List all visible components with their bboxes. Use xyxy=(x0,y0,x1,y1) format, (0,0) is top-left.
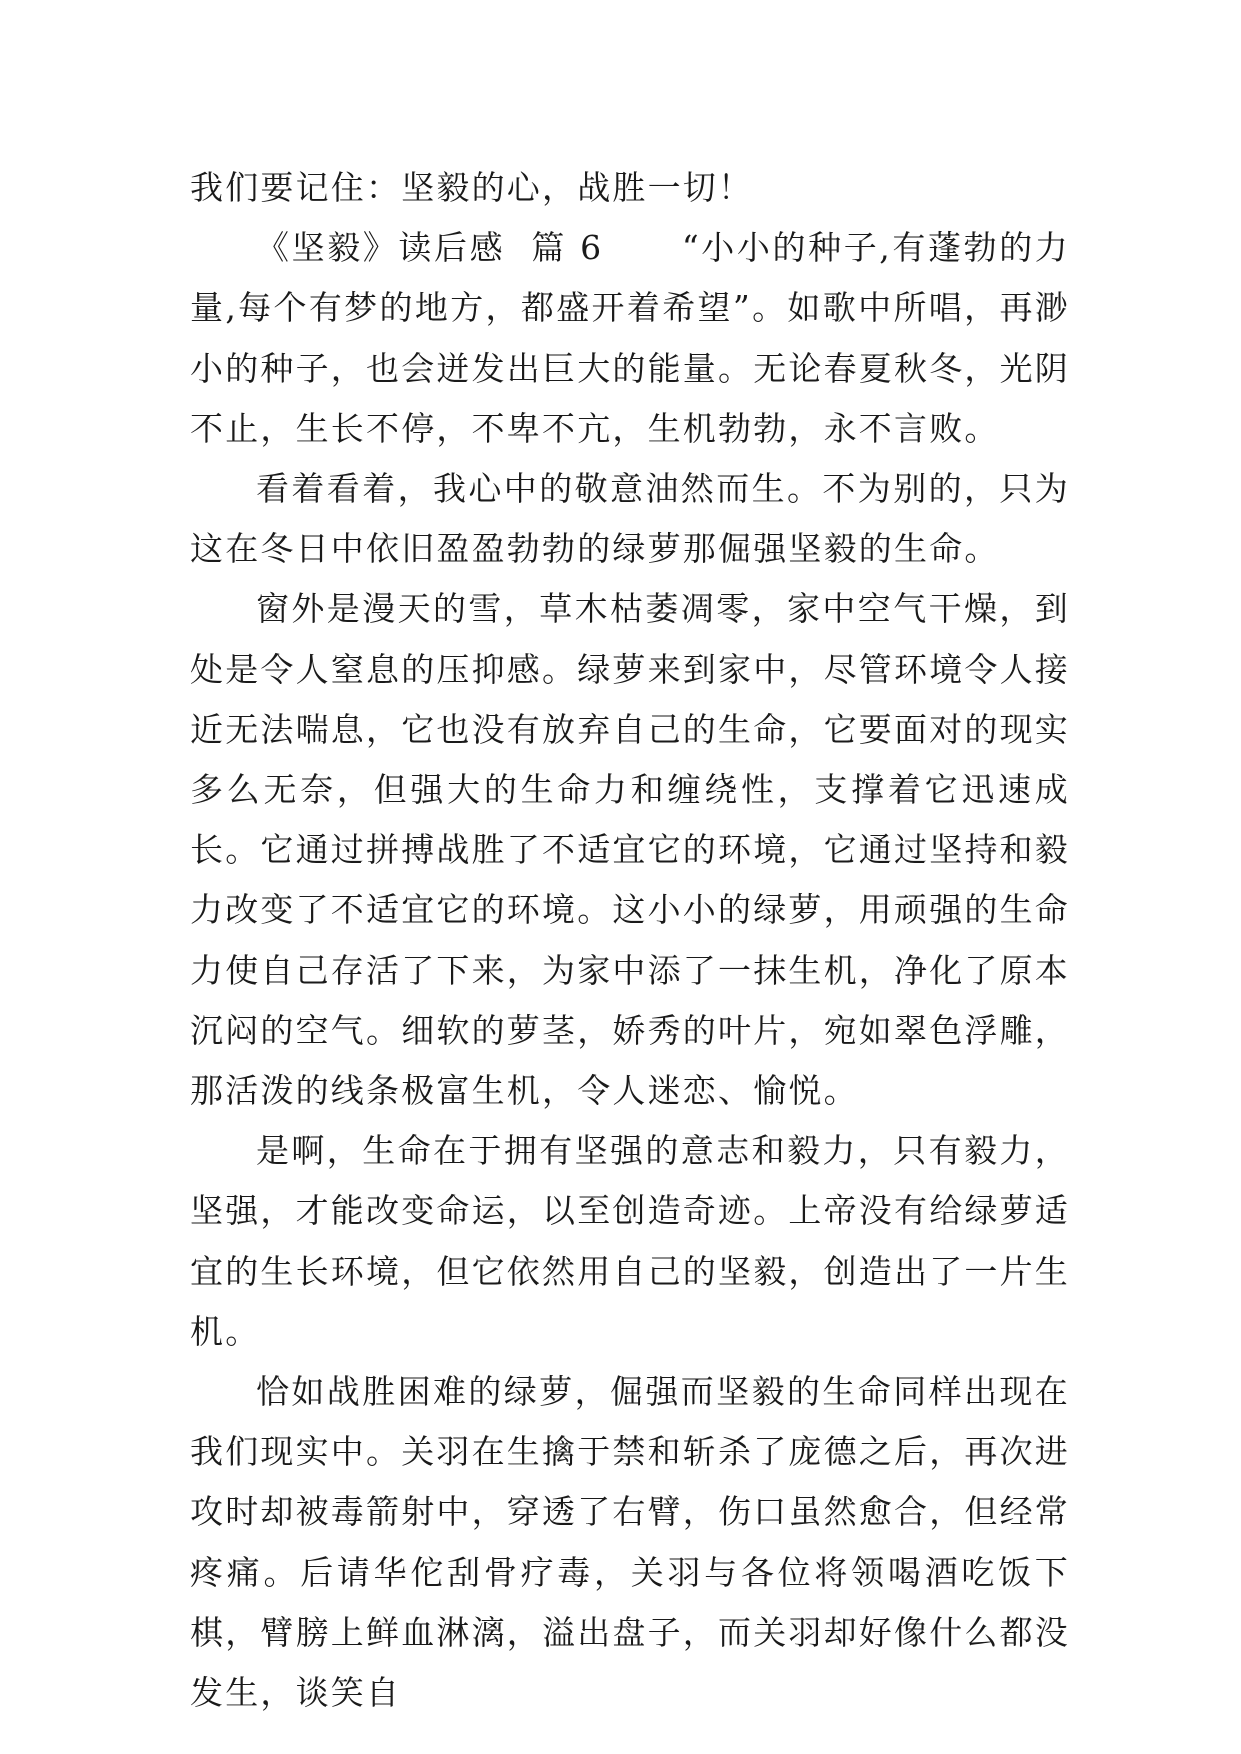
body-text xyxy=(190,158,1070,1723)
essay-heading: 《坚毅》读后感 篇 6 xyxy=(256,228,682,268)
paragraph-willpower: 是啊，生命在于拥有坚强的意志和毅力，只有毅力，坚强，才能改变命运，以至创造奇迹。上帝没有给绿萝适宜的生长环境，但它依然用自己的坚毅，创造出了一片生机。 xyxy=(190,1131,1070,1351)
paragraph-text: “小小的种子,有蓬勃的力量,每个有梦的地方，都盛开着希望”。如歌中所唱，再渺小的种子，也会迸发出巨大的能量。无论春夏秋冬，光阴不止，生长不停，不卑不亢，生机勃勃，永不言败。 xyxy=(190,228,1070,448)
paragraph-guan-yu: 恰如战胜困难的绿萝，倔强而坚毅的生命同样出现在我们现实中。关羽在生擒于禁和斩杀了庞德之后，再次进攻时却被毒箭射中，穿透了右臂，伤口虽然愈合，但经常疼痛。后请华佗刮骨疗毒，关羽与各位将领喝酒吃饭下棋，臂膀上鲜血淋漓，溢出盘子，而关羽却好像什么都没发生，谈笑自 xyxy=(190,1372,1070,1713)
paragraph-essay-6-intro xyxy=(190,218,1070,459)
paragraph-pothos-growth: 窗外是漫天的雪，草木枯萎凋零，家中空气干燥，到处是令人窒息的压抑感。绿萝来到家中，尽管环境令人接近无法喘息，它也没有放弃自己的生命，它要面对的现实多么无奈，但强大的生命力和缠绕性，支撑着它迅速成长。它通过拼搏战胜了不适宜它的环境，它通过坚持和毅力改变了不适宜它的环境。这小小的绿萝，用顽强的生命力使自己存活了下来，为家中添了一抹生机，净化了原本沉闷的空气。细软的萝茎，娇秀的叶片，宛如翠色浮雕，那活泼的线条极富生机，令人迷恋、愉悦。 xyxy=(190,589,1070,1111)
paragraph-respect: 看着看着，我心中的敬意油然而生。不为别的，只为这在冬日中依旧盈盈勃勃的绿萝那倔强坚毅的生命。 xyxy=(190,469,1070,569)
paragraph-closing-line: 我们要记住：坚毅的心，战胜一切！ xyxy=(190,168,754,207)
